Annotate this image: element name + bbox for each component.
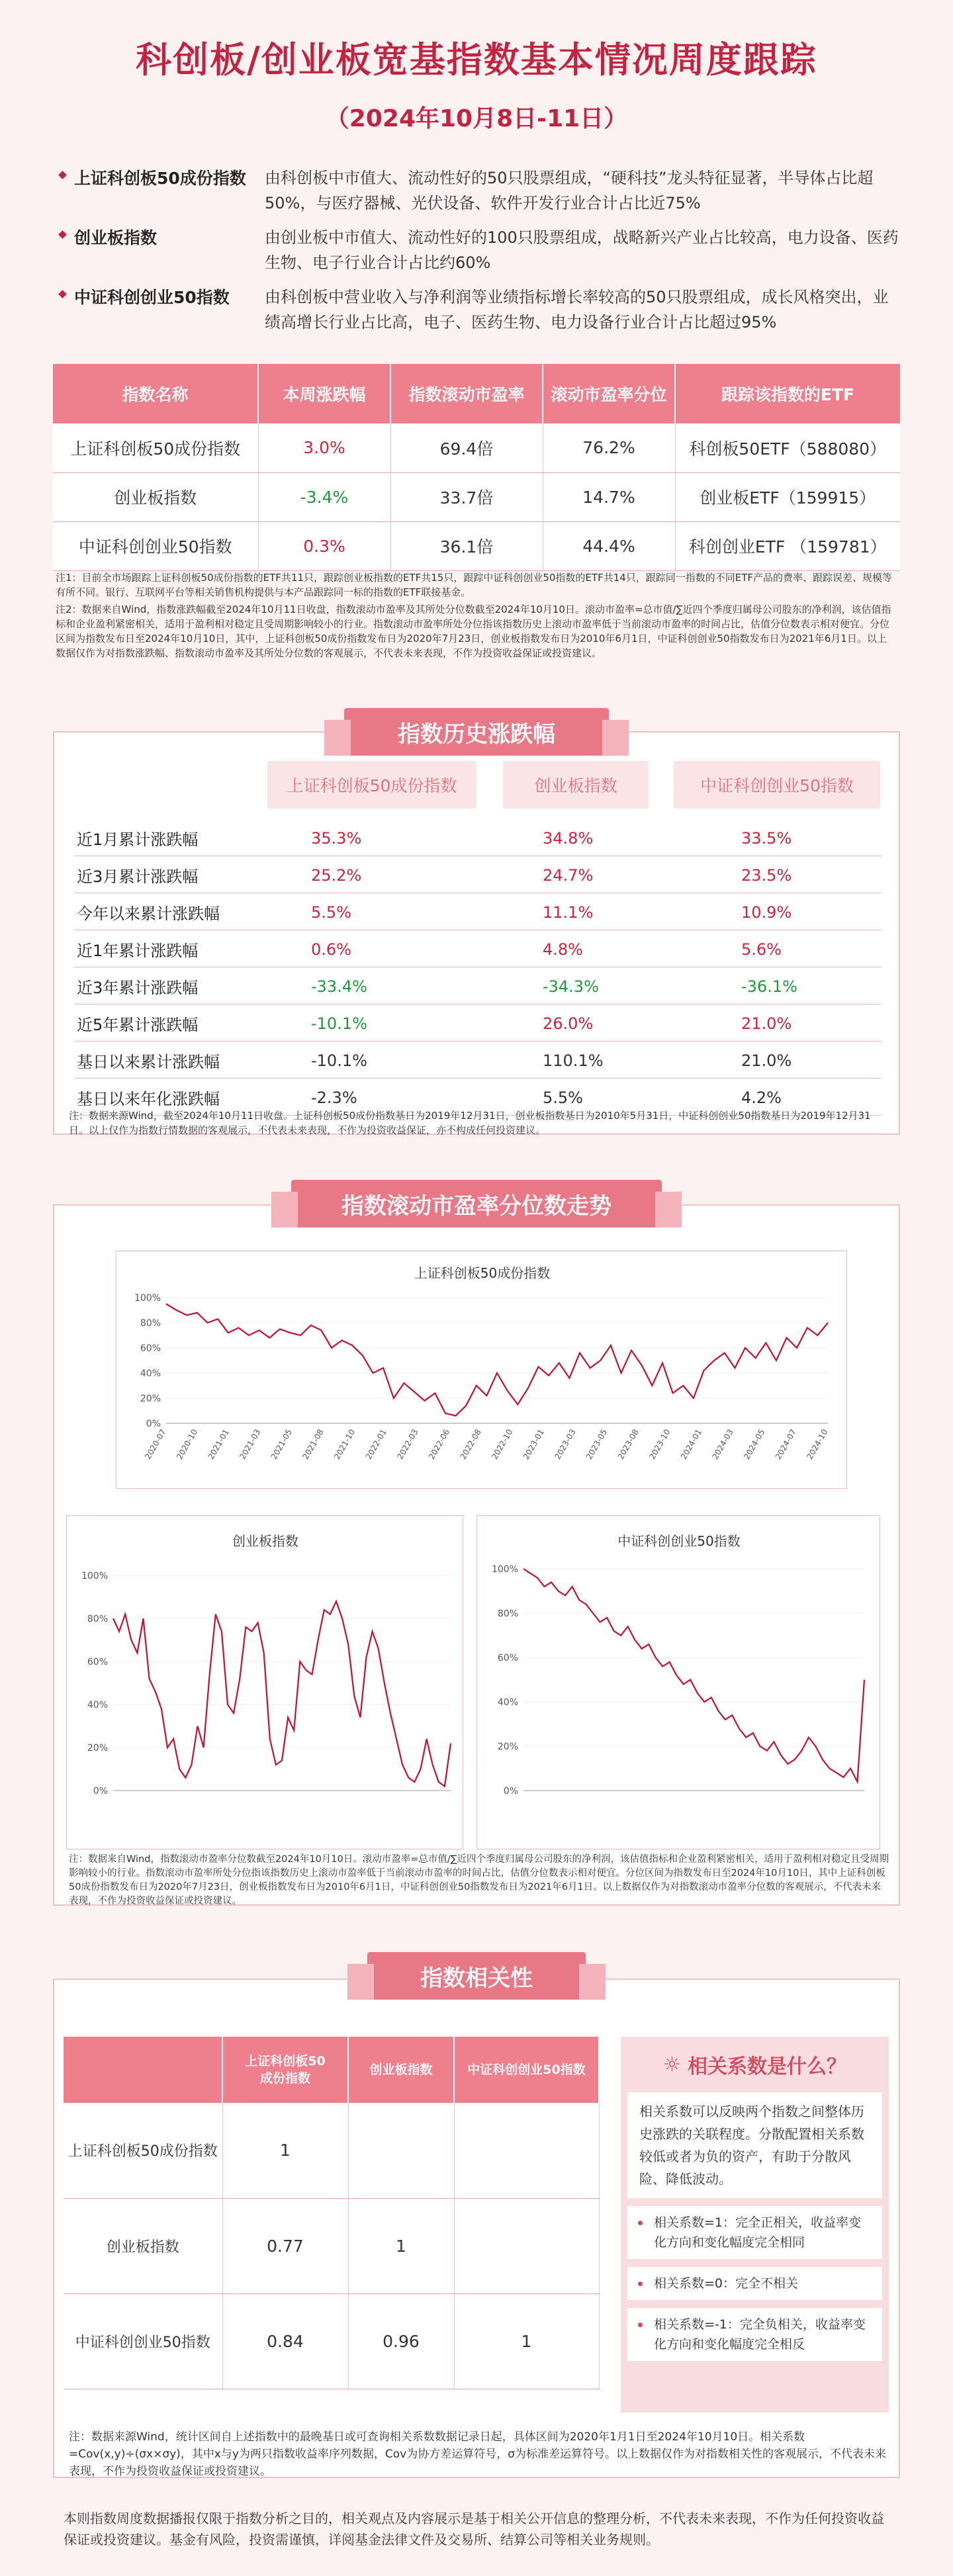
history-col-header: 创业板指数 bbox=[503, 761, 649, 809]
x-tick-label: 2020-10 bbox=[175, 1427, 200, 1461]
etf-name: 科创板50ETF（588080） bbox=[675, 423, 900, 472]
history-row bbox=[74, 932, 882, 967]
col-header: 指数滚动市盈率 bbox=[390, 364, 543, 423]
pe-value: 69.4倍 bbox=[390, 423, 543, 472]
history-value: 5.6% bbox=[741, 940, 782, 959]
series-line bbox=[523, 1569, 864, 1782]
series-line bbox=[166, 1304, 828, 1416]
corr-value: 0.96 bbox=[348, 2293, 454, 2389]
chart-star50-svg bbox=[116, 1251, 848, 1489]
history-row bbox=[74, 858, 882, 893]
x-tick-label: 2022-10 bbox=[490, 1427, 515, 1461]
x-tick-label: 2022-06 bbox=[426, 1427, 452, 1461]
history-row-label: 近1月累计涨跌幅 bbox=[77, 830, 199, 849]
chart-chinext bbox=[66, 1515, 463, 1849]
history-value: 34.8% bbox=[543, 828, 594, 848]
y-tick-label: 0% bbox=[146, 1419, 161, 1429]
y-tick-label: 100% bbox=[81, 1571, 108, 1581]
y-tick-label: 60% bbox=[140, 1343, 161, 1354]
corr-note: 注：数据来源Wind，统计区间自上述指数中的最晚基日或可查询相关系数数据记录日起，具体区间为2020年1月1日至2024年10月10日。相关系数=Cov(x,y)÷(σx×σy)，其中x与y为两只指数收益率序列数据，Cov为协方差运算符号，σ为标准差运算符号。以上数据仅作为对指数相关性的客观展示，不代表未来表现，不作为投资收益保证或投资建议。 bbox=[69, 2430, 887, 2478]
desc-row bbox=[60, 165, 900, 216]
history-value: -10.1% bbox=[311, 1014, 367, 1033]
corr-value: 1 bbox=[454, 2293, 599, 2389]
corr-info-title: 相关系数是什么？ bbox=[687, 2055, 846, 2078]
etf-name: 创业板ETF（159915） bbox=[675, 472, 900, 521]
history-col-header: 中证科创创业50指数 bbox=[674, 761, 880, 809]
pe-value: 36.1倍 bbox=[390, 521, 543, 570]
chart-chinext-svg bbox=[67, 1516, 464, 1850]
x-tick-label: 2021-10 bbox=[332, 1427, 357, 1461]
table-row bbox=[64, 2103, 599, 2198]
y-tick-label: 100% bbox=[491, 1564, 518, 1575]
lightbulb-icon: ☼ bbox=[663, 2053, 681, 2076]
corr-col-header: 创业板指数 bbox=[348, 2037, 454, 2103]
history-value: 21.0% bbox=[741, 1051, 792, 1070]
correlation-table bbox=[64, 2037, 600, 2389]
corr-value: 0.84 bbox=[222, 2293, 348, 2389]
corr-value bbox=[454, 2198, 599, 2293]
corr-info-header bbox=[621, 2037, 889, 2092]
x-tick-label: 2023-03 bbox=[553, 1427, 578, 1461]
series-line bbox=[113, 1601, 451, 1787]
weekly-change: 3.0% bbox=[258, 423, 390, 472]
history-col-header: 上证科创板50成份指数 bbox=[267, 761, 476, 809]
history-row bbox=[74, 969, 882, 1004]
chart-star50 bbox=[116, 1251, 847, 1489]
corr-value bbox=[454, 2103, 599, 2198]
desc-row bbox=[60, 225, 900, 275]
index-descriptions bbox=[60, 165, 900, 344]
x-tick-label: 2024-03 bbox=[710, 1427, 735, 1461]
chart-title: 上证科创板50成份指数 bbox=[414, 1265, 551, 1281]
pe-percentile: 76.2% bbox=[543, 423, 675, 472]
pe-percentile: 14.7% bbox=[543, 472, 675, 521]
y-tick-label: 0% bbox=[503, 1786, 518, 1797]
history-value: 25.2% bbox=[311, 866, 362, 885]
page-subtitle: （2024年10月8日-11日） bbox=[325, 105, 628, 132]
chart-title: 创业板指数 bbox=[232, 1533, 298, 1549]
y-tick-label: 40% bbox=[87, 1700, 108, 1710]
x-tick-label: 2024-10 bbox=[805, 1427, 830, 1461]
weekly-change: 0.3% bbox=[258, 521, 390, 570]
footer-disclaimer: 本则指数周度数据播报仅限于指数分析之目的，相关观点及内容展示是基于相关公开信息的整理分析，不代表未来表现，不作为任何投资收益保证或投资建议。基金有风险，投资需谨慎，详阅基金法律文件及交易所、结算公司等相关业务规则。 bbox=[64, 2510, 884, 2548]
history-row-label: 近5年累计涨跌幅 bbox=[77, 1016, 199, 1034]
x-tick-label: 2024-07 bbox=[773, 1427, 798, 1461]
index-name: 中证科创创业50指数 bbox=[53, 521, 258, 570]
corr-col-header: 中证科创创业50指数 bbox=[454, 2037, 599, 2103]
corr-corner bbox=[64, 2037, 222, 2103]
history-value: 4.8% bbox=[543, 940, 583, 959]
corr-info-body: 相关系数可以反映两个指数之间整体历史涨跌的关联程度。分散配置相关系数较低或者为负的资产，有助于分散风险、降低波动。 bbox=[627, 2092, 882, 2198]
table-row bbox=[53, 521, 900, 570]
history-note: 注：数据来源Wind，截至2024年10月11日收盘。上证科创板50成份指数基日为2019年12月31日，创业板指数基日为2010年5月31日，中证科创创业50指数基日为2019年12月31日。以上仅作为指数行情数据的客观展示，不代表未来表现，不作为投资收益保证，亦不构成任何投资建议。 bbox=[69, 1110, 871, 1136]
x-tick-label: 2024-01 bbox=[678, 1427, 704, 1461]
x-tick-label: 2020-07 bbox=[143, 1427, 168, 1461]
header bbox=[0, 0, 953, 134]
y-tick-label: 80% bbox=[87, 1614, 108, 1624]
y-tick-label: 80% bbox=[497, 1609, 518, 1619]
history-value: 110.1% bbox=[543, 1051, 604, 1070]
corr-bullet: 相关系数=1：完全正相关，收益率变化方向和变化幅度完全相同 bbox=[627, 2206, 882, 2259]
corr-info-panel bbox=[621, 2037, 889, 2413]
corr-value: 1 bbox=[348, 2198, 454, 2293]
table-row bbox=[53, 423, 900, 472]
history-value: 11.1% bbox=[543, 903, 594, 922]
table-row bbox=[53, 472, 900, 521]
history-row-label: 近1年累计涨跌幅 bbox=[77, 942, 199, 960]
x-tick-label: 2023-05 bbox=[584, 1427, 610, 1461]
x-tick-label: 2021-01 bbox=[206, 1427, 231, 1461]
history-row-label: 今年以来累计涨跌幅 bbox=[77, 905, 220, 923]
col-header: 跟踪该指数的ETF bbox=[675, 364, 900, 423]
x-tick-label: 2023-08 bbox=[615, 1427, 641, 1461]
history-row bbox=[74, 1043, 882, 1079]
chart-sse-szse50-svg bbox=[477, 1516, 881, 1850]
summary-table bbox=[53, 364, 900, 571]
pe-ribbon: 指数滚动市盈率分位数走势 bbox=[291, 1180, 662, 1227]
pe-note: 注：数据来自Wind，指数滚动市盈率分位数截至2024年10月10日。滚动市盈率=总市值/∑近四个季度归属母公司股东的净利润，该估值指标和企业盈利紧密相关，适用于盈利相对稳定且受周期影响较小的行业。指数滚动市盈率所处分位指该指数历史上滚动市盈率低于当前滚动市盈率的时间占比，估值分位数表示相对便宜。分位区间为指数发布日至2024年10月10日，其中上证科创板50成份指数发布日为2020年7月23日，创业板指数发布日为2010年6月1日，中证科创创业50指数发布日为2021年6月1日。以上数据仅作为对指数滚动市盈率分位数的客观展示，不代表未来表现，不作为投资收益保证或投资建议。 bbox=[69, 1854, 889, 1906]
history-value: 5.5% bbox=[543, 1088, 583, 1107]
desc-row bbox=[60, 285, 900, 335]
x-tick-label: 2022-08 bbox=[458, 1427, 483, 1461]
corr-row-label: 中证科创创业50指数 bbox=[64, 2293, 222, 2389]
history-row-label: 近3年累计涨跌幅 bbox=[77, 979, 199, 997]
x-tick-label: 2023-10 bbox=[647, 1427, 672, 1461]
x-tick-label: 2024-05 bbox=[742, 1427, 767, 1461]
col-header: 滚动市盈率分位 bbox=[543, 364, 675, 423]
pe-percentile: 44.4% bbox=[543, 521, 675, 570]
x-tick-label: 2021-03 bbox=[238, 1427, 263, 1461]
y-tick-label: 100% bbox=[134, 1293, 161, 1304]
corr-value: 1 bbox=[222, 2103, 348, 2198]
history-value: 10.9% bbox=[741, 903, 792, 922]
page-title: 科创板/创业板宽基指数基本情况周度跟踪 bbox=[136, 39, 817, 81]
y-tick-label: 20% bbox=[87, 1743, 108, 1754]
history-value: 35.3% bbox=[311, 828, 362, 848]
y-tick-label: 40% bbox=[140, 1368, 161, 1379]
note-2: 注2：数据来自Wind，指数涨跌幅截至2024年10月11日收盘，指数滚动市盈率及其所处分位数截至2024年10月10日。滚动市盈率=总市值/∑近四个季度归属母公司股东的净利润，该估值指标和企业盈利紧密相关，适用于盈利相对稳定且受周期影响较小的行业。指数滚动市盈率所处分位指该指数历史上滚动市盈率低于当前滚动市盈率的时间占比，估值分位数表示相对便宜。分位区间为指数发布日至2024年10月10日，其中，上证科创板50成份指数发布日为2020年7月23日，创业板指数发布日为2010年6月1日，中证科创创业50指数发布日为2021年6月1日。以上数据仅作为对指数涨跌幅、指数滚动市盈率及其所处分位数的客观展示，不代表未来表现，不作为投资收益保证或投资建议。 bbox=[56, 603, 891, 659]
corr-row-label: 创业板指数 bbox=[64, 2198, 222, 2293]
history-row-label: 基日以来年化涨跌幅 bbox=[77, 1090, 220, 1108]
x-tick-label: 2023-01 bbox=[521, 1427, 547, 1461]
y-tick-label: 40% bbox=[497, 1697, 518, 1708]
history-value: 23.5% bbox=[741, 866, 792, 885]
history-value: 24.7% bbox=[543, 866, 594, 885]
history-value: -2.3% bbox=[311, 1088, 357, 1107]
x-tick-label: 2022-03 bbox=[395, 1427, 420, 1461]
y-tick-label: 0% bbox=[93, 1786, 108, 1797]
history-value: -33.4% bbox=[311, 977, 367, 996]
desc-text: 由科创板中营业收入与净利润等业绩指标增长率较高的50只股票组成，成长风格突出，业绩高增长行业占比高，电子、医药生物、电力设备行业合计占比超过95% bbox=[265, 288, 889, 332]
history-row bbox=[74, 1006, 882, 1042]
desc-name: 上证科创板50成份指数 bbox=[60, 165, 265, 216]
y-tick-label: 60% bbox=[497, 1653, 518, 1664]
col-header: 本周涨跌幅 bbox=[258, 364, 390, 423]
history-row bbox=[74, 895, 882, 930]
corr-bullet: 相关系数=-1：完全负相关，收益率变化方向和变化幅度完全相反 bbox=[627, 2308, 882, 2361]
corr-col-header: 上证科创板50 成份指数 bbox=[222, 2037, 348, 2103]
y-tick-label: 80% bbox=[140, 1318, 161, 1329]
weekly-change: -3.4% bbox=[258, 472, 390, 521]
table-row bbox=[64, 2198, 599, 2293]
history-row-label: 近3月累计涨跌幅 bbox=[77, 867, 199, 886]
history-row bbox=[74, 821, 882, 856]
y-tick-label: 20% bbox=[140, 1394, 161, 1404]
pe-value: 33.7倍 bbox=[390, 472, 543, 521]
desc-text: 由创业板中市值大、流动性好的100只股票组成，战略新兴产业占比较高，电力设备、医药生物、电子行业合计占比约60% bbox=[265, 228, 899, 272]
history-value: 4.2% bbox=[741, 1088, 782, 1107]
col-header: 指数名称 bbox=[53, 364, 258, 423]
corr-row-label: 上证科创板50成份指数 bbox=[64, 2103, 222, 2198]
corr-ribbon: 指数相关性 bbox=[367, 1952, 586, 2000]
etf-name: 科创创业ETF （159781） bbox=[675, 521, 900, 570]
index-name: 创业板指数 bbox=[53, 472, 258, 521]
chart-sse-szse50 bbox=[476, 1515, 880, 1849]
history-value: 21.0% bbox=[741, 1014, 792, 1033]
corr-value bbox=[348, 2103, 454, 2198]
history-row-label: 基日以来累计涨跌幅 bbox=[77, 1053, 220, 1071]
history-value: 26.0% bbox=[543, 1014, 594, 1033]
history-value: 33.5% bbox=[741, 828, 792, 848]
history-value: -34.3% bbox=[543, 977, 599, 996]
desc-name: 创业板指数 bbox=[60, 225, 265, 275]
x-tick-label: 2022-01 bbox=[363, 1427, 388, 1461]
history-value: -36.1% bbox=[741, 977, 797, 996]
note-1: 注1：目前全市场跟踪上证科创板50成份指数的ETF共11只，跟踪创业板指数的ETF共15只，跟踪中证科创创业50指数的ETF共14只，跟踪同一指数的不同ETF产品的费率、跟踪误差、规模等有所不同。银行、互联网平台等相关销售机构提供与本产品跟踪同一标的指数的ETF联接基金。 bbox=[56, 572, 893, 598]
x-tick-label: 2021-08 bbox=[300, 1427, 326, 1461]
corr-bullet: 相关系数=0：完全不相关 bbox=[627, 2267, 882, 2300]
chart-title: 中证科创创业50指数 bbox=[617, 1533, 741, 1549]
y-tick-label: 20% bbox=[497, 1742, 518, 1752]
corr-value: 0.77 bbox=[222, 2198, 348, 2293]
index-name: 上证科创板50成份指数 bbox=[53, 423, 258, 472]
history-value: 0.6% bbox=[311, 940, 351, 959]
desc-name: 中证科创创业50指数 bbox=[60, 285, 265, 335]
y-tick-label: 60% bbox=[87, 1657, 108, 1667]
desc-text: 由科创板中市值大、流动性好的50只股票组成，“硬科技”龙头特征显著，半导体占比超50%，与医疗器械、光伏设备、软件开发行业合计占比近75% bbox=[265, 169, 874, 212]
history-value: 5.5% bbox=[311, 903, 351, 922]
x-tick-label: 2021-05 bbox=[269, 1427, 295, 1461]
table-row bbox=[64, 2293, 599, 2389]
history-ribbon: 指数历史涨跌幅 bbox=[344, 708, 609, 756]
history-value: -10.1% bbox=[311, 1051, 367, 1070]
